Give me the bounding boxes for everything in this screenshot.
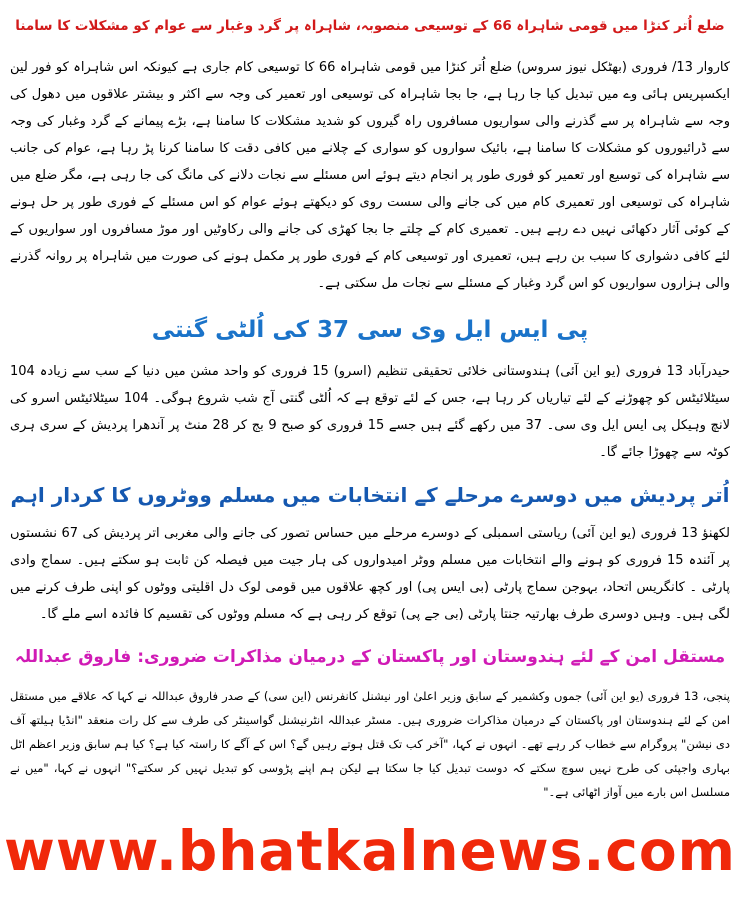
article-body-pslv: حیدرآباد 13 فروری (یو این آئی) ہندوستانی خلائی تحقیقی تنظیم (اسرو) 15 فروری کو واحد مشن میں دنیا کے سب سے زیادہ 104 سیٹلائیٹس کو چھوڑنے کے لئے تیاریاں کر رہا ہے، جس کے لئے توقع ہے کہ اُلٹی گنتی آج شب شروع ہوگی۔ 104 سیٹلائیٹس اسرو کی لانچ وہیکل پی ایس ایل وی سی۔ 37 میں رکھے گئے ہیں جسے 15 فروری کو صبح 9 بج کر 28 منٹ پر آندھرا پردیش کے سری ہری کوٹہ سے چھوڑا جائے گا۔ xyxy=(10,364,730,460)
website-footer: www.bhatkalnews.com xyxy=(4,819,736,883)
article-body-up-elections: لکھنؤ 13 فروری (یو این آئی) ریاستی اسمبلی کے دوسرے مرحلے میں حساس تصور کی جانے والی مغربی اتر پردیش کی 67 نشستوں پر آئندہ 15 فروری کو ہونے والے انتخابات میں مسلم ووٹر امیدواروں کی ہار جیت میں فیصلہ کن ثابت ہو سکتے ہیں۔ سماج وادی پارٹی ۔ کانگریس اتحاد، بہوجن سماج پارٹی (بی ایس پی) اور کچھ علاقوں میں قومی لوک دل اقلیتی ووٹوں کو اپنی طرف کرنے میں لگی ہیں۔ وہیں دوسری طرف بھارتیہ جنتا پارٹی (بی جے پی) توقع کر رہی ہے کہ مسلم ووٹوں کی تقسیم کا فائدہ اسے ملے گا۔ xyxy=(10,526,730,622)
article-headline-pslv: پی ایس ایل وی سی 37 کی اُلٹی گنتی xyxy=(151,317,589,343)
article-body-peace-talks: پنجی، 13 فروری (یو این آئی) جموں وکشمیر کے سابق وزیر اعلیٰ اور نیشنل کانفرنس (این سی) کے صدر فاروق عبداللہ نے کہا کہ علاقے میں مستقل امن کے لئے ہندوستان اور پاکستان کے درمیان مذاکرات ضروری ہیں۔ مسٹر عبداللہ انٹرنیشنل گواسینٹر کی طرف سے کل رات منعقد "انڈیا ہیلتھ آف دی نیشن" پروگرام سے خطاب کر رہے تھے۔ انہوں نے کہا، "آخر کب تک قتل ہوتے رہیں گے؟ اس کے آگے کا راستہ کیا ہے؟ کیا ہم سابق وزیر اعظم اٹل بہاری واجپئی کی طرح نہیں سوچ سکتے کہ دوست تبدیل کیا جا سکتا ہے لیکن ہم اپنے پڑوسی کو تبدیل نہیں کر سکتے؟" انہوں نے کہا، "میں نے مسلسل اس بارے میں آواز اٹھائی ہے۔" xyxy=(10,689,730,799)
article-headline-up-elections: اُتر پردیش میں دوسرے مرحلے کے انتخابات میں مسلم ووٹروں کا کردار اہم xyxy=(10,483,730,507)
article-headline-highway: ضلع اُتر کنڑا میں قومی شاہراہ 66 کے توسیعی منصوبہ، شاہراہ پر گرد وغبار سے عوام کو مشکلات کا سامنا xyxy=(15,18,725,34)
article-headline-peace-talks: مستقل امن کے لئے ہندوستان اور پاکستان کے درمیان مذاکرات ضروری: فاروق عبداللہ xyxy=(14,647,726,667)
article-body-highway: کاروار 13/ فروری (بھٹکل نیوز سروس) ضلع اُتر کنڑا میں قومی شاہراہ 66 کا توسیعی کام جاری ہے کیونکہ اس شاہراہ کو فور لین ایکسپریس ہائی وے میں تبدیل کیا جا رہا ہے، جا بجا شاہراہ کی توسیعی اور تعمیر کی وجہ سے اکثر و بیشتر علاقوں میں دھول کی وجہ سے شاہراہ پر سے گذرنے والی سواریوں مسافروں راہ گیروں کو شدید مشکلات کا سامنا ہے، بڑے پیمانے کے گرد وغبار کی وجہ سے ڈرائیوروں کو مشکلات کا سامنا ہے، بائیک سواروں کو سواری کے چلانے میں کافی دقت کا سامنا کرنا پڑ رہا ہے، عوام کی جانب سے شاہراہ کی توسیع اور تعمیر کو فوری طور پر انجام دیتے ہوئے اس مسئلے سے نجات دلانے کی مانگ کی جا رہی ہے، مگر ضلع میں شاہراہ کی توسیعی اور تعمیری کام میں کی جانے والی سست روی کو دیکھتے ہوئے عوام کو اس مسئلے کے فوری طور پر حل ہونے کے کوئی آثار دکھائی نہیں دے رہے ہیں۔ تعمیری کام کے چلتے جا بجا کھڑی کی جانے والی رکاوٹیں اور موڑ مسافروں اور سواریوں کے لئے کافی دشواری کا سبب بن رہے ہیں، تعمیری اور توسیعی کام کے فوری طور پر مکمل ہونے کی صورت میں شاہراہ پر روانہ گذرنے والی ہزاروں سواریوں کو اس گرد وغبار کے مسئلے سے نجات مل سکتی ہے۔ xyxy=(10,60,730,291)
